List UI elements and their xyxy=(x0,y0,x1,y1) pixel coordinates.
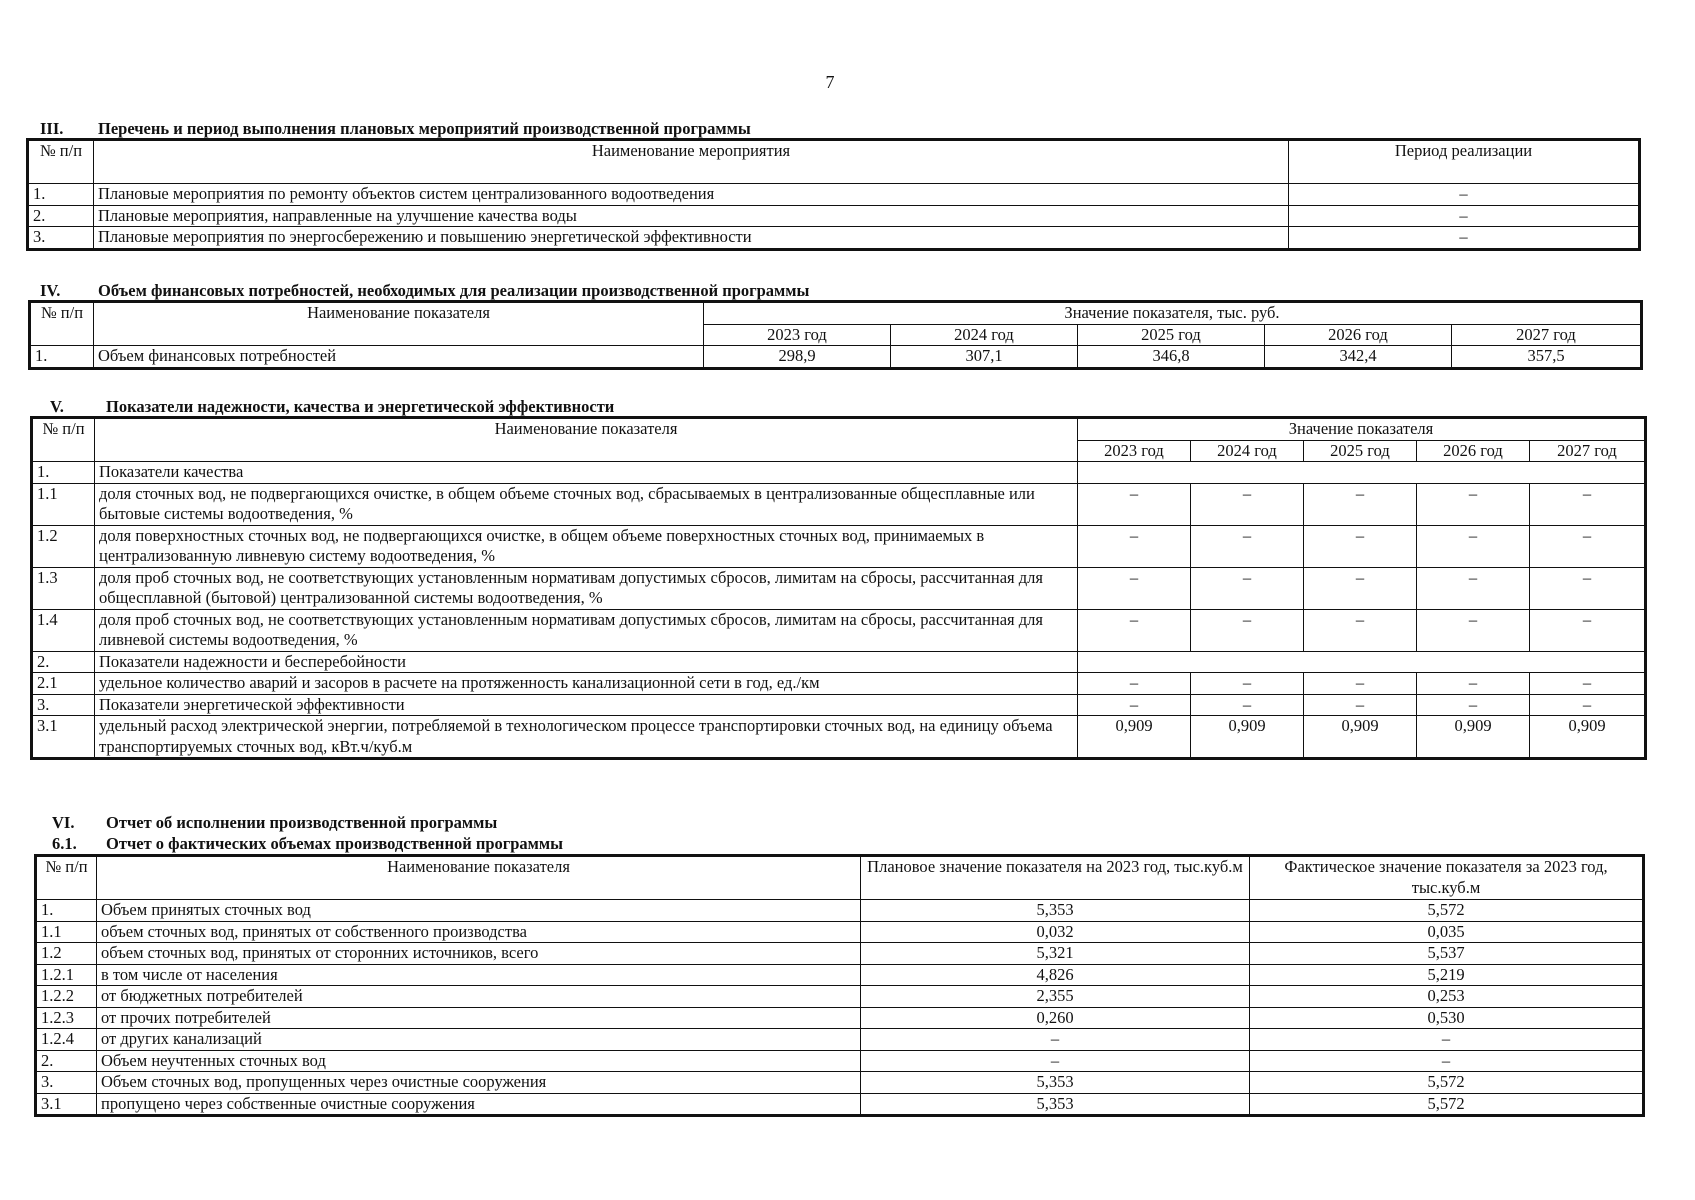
row-value: 298,9 xyxy=(704,346,891,368)
row-plan-value: – xyxy=(861,1029,1250,1051)
row-number: 1.2.1 xyxy=(37,964,97,986)
row-value: – xyxy=(1304,525,1417,567)
table-row xyxy=(29,227,1639,249)
section-4-number: IV. xyxy=(40,281,61,300)
row-name: удельный расход электрической энергии, потребляемой в технологическом процессе транспортировки сточных вод, на единицу объема транспортируемых сточных вод, кВт.ч/куб.м xyxy=(95,716,1078,758)
page-number: 7 xyxy=(825,72,835,92)
year-header: 2027 год xyxy=(1530,440,1645,462)
col-header-no: № п/п xyxy=(37,857,97,900)
row-name: Плановые мероприятия по энергосбережению и повышению энергетической эффективности xyxy=(94,227,1289,249)
row-value: – xyxy=(1530,483,1645,525)
table-row xyxy=(33,673,1645,695)
row-number: 1.2 xyxy=(33,525,95,567)
year-header: 2025 год xyxy=(1304,440,1417,462)
row-name: Показатели качества xyxy=(95,462,1078,484)
year-header: 2026 год xyxy=(1265,324,1452,346)
row-value: – xyxy=(1417,567,1530,609)
row-value: – xyxy=(1304,673,1417,695)
table-row xyxy=(33,483,1645,525)
row-plan-value: 0,260 xyxy=(861,1007,1250,1029)
row-number: 1.1 xyxy=(37,921,97,943)
row-value: – xyxy=(1530,525,1645,567)
row-plan-value: 5,353 xyxy=(861,1072,1250,1094)
section-5-heading xyxy=(50,397,614,417)
table-row xyxy=(37,986,1643,1008)
row-number: 2. xyxy=(37,1050,97,1072)
col-header-plan: Плановое значение показателя на 2023 год, тыс.куб.м xyxy=(861,857,1250,900)
col-header-name: Наименование показателя xyxy=(94,303,704,346)
row-number: 1. xyxy=(31,346,94,368)
row-value: 342,4 xyxy=(1265,346,1452,368)
section-5-title: Показатели надежности, качества и энергетической эффективности xyxy=(106,397,615,416)
row-number: 1. xyxy=(33,462,95,484)
table-row xyxy=(37,943,1643,965)
section-6-1-number: 6.1. xyxy=(52,834,77,853)
row-value: – xyxy=(1417,525,1530,567)
row-value: – xyxy=(1078,567,1191,609)
row-fact-value: 5,572 xyxy=(1250,1072,1643,1094)
row-name: Объем неучтенных сточных вод xyxy=(97,1050,861,1072)
year-header: 2023 год xyxy=(1078,440,1191,462)
row-fact-value: – xyxy=(1250,1050,1643,1072)
row-fact-value: – xyxy=(1250,1029,1643,1051)
row-value: – xyxy=(1304,483,1417,525)
row-value: – xyxy=(1078,673,1191,695)
row-fact-value: 5,537 xyxy=(1250,943,1643,965)
row-fact-value: 5,219 xyxy=(1250,964,1643,986)
row-number: 3. xyxy=(37,1072,97,1094)
row-value: 0,909 xyxy=(1191,716,1304,758)
row-plan-value: 0,032 xyxy=(861,921,1250,943)
col-header-name: Наименование показателя xyxy=(95,419,1078,462)
row-name: в том числе от населения xyxy=(97,964,861,986)
table-row xyxy=(37,1029,1643,1051)
section-6-title: Отчет об исполнении производственной программы xyxy=(106,813,498,832)
row-name: объем сточных вод, принятых от собственного производства xyxy=(97,921,861,943)
row-value: 346,8 xyxy=(1078,346,1265,368)
col-header-value: Значение показателя, тыс. руб. xyxy=(704,303,1641,325)
row-period: – xyxy=(1289,184,1639,206)
section-3-number: III. xyxy=(40,119,64,138)
row-plan-value: 2,355 xyxy=(861,986,1250,1008)
section-3-heading xyxy=(40,119,751,139)
table-row xyxy=(33,716,1645,758)
row-number: 2.1 xyxy=(33,673,95,695)
row-name: объем сточных вод, принятых от сторонних источников, всего xyxy=(97,943,861,965)
row-value: – xyxy=(1191,694,1304,716)
row-name: от бюджетных потребителей xyxy=(97,986,861,1008)
row-value: – xyxy=(1191,483,1304,525)
row-value: – xyxy=(1191,525,1304,567)
row-period: – xyxy=(1289,227,1639,249)
col-header-period: Период реализации xyxy=(1289,141,1639,184)
row-name: от других канализаций xyxy=(97,1029,861,1051)
row-value: – xyxy=(1530,567,1645,609)
year-header: 2024 год xyxy=(891,324,1078,346)
year-header: 2024 год xyxy=(1191,440,1304,462)
row-fact-value: 5,572 xyxy=(1250,900,1643,922)
section-6-heading xyxy=(52,813,497,833)
table-actual-volumes xyxy=(36,856,1643,1115)
table-row xyxy=(33,651,1645,673)
row-number: 2. xyxy=(33,651,95,673)
row-name: Объем принятых сточных вод xyxy=(97,900,861,922)
table-row xyxy=(33,525,1645,567)
row-number: 1.2.2 xyxy=(37,986,97,1008)
row-plan-value: 5,321 xyxy=(861,943,1250,965)
row-number: 3. xyxy=(29,227,94,249)
row-number: 1.4 xyxy=(33,609,95,651)
col-header-value: Значение показателя xyxy=(1078,419,1645,441)
row-value: – xyxy=(1191,567,1304,609)
section-5-number: V. xyxy=(50,397,64,416)
table-row xyxy=(37,1007,1643,1029)
col-header-name: Наименование мероприятия xyxy=(94,141,1289,184)
row-value: – xyxy=(1417,694,1530,716)
year-header: 2027 год xyxy=(1452,324,1641,346)
table-row xyxy=(37,964,1643,986)
row-number: 1.3 xyxy=(33,567,95,609)
row-name: доля проб сточных вод, не соответствующих установленным нормативам допустимых сбросов, лимитам на сбросы, рассчитанная для ливневой системы водоотведения, % xyxy=(95,609,1078,651)
table-financial-needs xyxy=(30,302,1641,368)
table-row xyxy=(37,1093,1643,1115)
col-header-fact: Фактическое значение показателя за 2023 год, тыс.куб.м xyxy=(1250,857,1643,900)
row-name: пропущено через собственные очистные сооружения xyxy=(97,1093,861,1115)
table-row xyxy=(37,1072,1643,1094)
row-value: – xyxy=(1078,694,1191,716)
row-value: 307,1 xyxy=(891,346,1078,368)
table-row xyxy=(29,205,1639,227)
row-number: 1. xyxy=(37,900,97,922)
section-4-title: Объем финансовых потребностей, необходимых для реализации производственной программы xyxy=(98,281,810,300)
table-row xyxy=(37,921,1643,943)
row-value: – xyxy=(1078,483,1191,525)
section-4-heading xyxy=(40,281,809,301)
table-quality-indicators xyxy=(32,418,1645,758)
row-value: – xyxy=(1078,525,1191,567)
row-name: от прочих потребителей xyxy=(97,1007,861,1029)
row-value: – xyxy=(1417,483,1530,525)
section-6-1-title: Отчет о фактических объемах производственной программы xyxy=(106,834,564,853)
section-6-1-heading xyxy=(52,834,563,854)
row-value: – xyxy=(1530,609,1645,651)
section-3-title: Перечень и период выполнения плановых мероприятий производственной программы xyxy=(98,119,751,138)
row-name: доля сточных вод, не подвергающихся очистке, в общем объеме сточных вод, сбрасываемых в централизованные общесплавные или бытовые системы водоотведения, % xyxy=(95,483,1078,525)
row-value: – xyxy=(1304,567,1417,609)
row-plan-value: 4,826 xyxy=(861,964,1250,986)
col-header-no: № п/п xyxy=(31,303,94,346)
table-row xyxy=(33,609,1645,651)
row-fact-value: 0,035 xyxy=(1250,921,1643,943)
row-value: – xyxy=(1191,673,1304,695)
row-value: – xyxy=(1078,609,1191,651)
section-6-number: VI. xyxy=(52,813,75,832)
row-fact-value: 0,530 xyxy=(1250,1007,1643,1029)
row-fact-value: 5,572 xyxy=(1250,1093,1643,1115)
row-value: 0,909 xyxy=(1078,716,1191,758)
row-number: 1.2.3 xyxy=(37,1007,97,1029)
row-period: – xyxy=(1289,205,1639,227)
row-fact-value: 0,253 xyxy=(1250,986,1643,1008)
year-header: 2025 год xyxy=(1078,324,1265,346)
table-row xyxy=(33,567,1645,609)
row-value: – xyxy=(1304,609,1417,651)
row-value: – xyxy=(1417,673,1530,695)
row-name: Объем сточных вод, пропущенных через очистные сооружения xyxy=(97,1072,861,1094)
year-header: 2023 год xyxy=(704,324,891,346)
row-number: 1.1 xyxy=(33,483,95,525)
table-row xyxy=(31,346,1641,368)
row-name: Показатели энергетической эффективности xyxy=(95,694,1078,716)
table-row xyxy=(33,462,1645,484)
row-plan-value: 5,353 xyxy=(861,900,1250,922)
table-row xyxy=(33,694,1645,716)
row-name: Плановые мероприятия по ремонту объектов систем централизованного водоотведения xyxy=(94,184,1289,206)
row-value: – xyxy=(1530,673,1645,695)
row-number: 3.1 xyxy=(33,716,95,758)
row-name: Объем финансовых потребностей xyxy=(94,346,704,368)
table-row xyxy=(37,900,1643,922)
row-value: 357,5 xyxy=(1452,346,1641,368)
row-value: – xyxy=(1191,609,1304,651)
row-value: – xyxy=(1304,694,1417,716)
empty-value-cell xyxy=(1078,462,1645,484)
row-name: доля проб сточных вод, не соответствующих установленным нормативам допустимых сбросов, лимитам на сбросы, рассчитанная для общесплавной (бытовой) централизованной системы водоотведения, % xyxy=(95,567,1078,609)
table-row xyxy=(37,1050,1643,1072)
row-name: удельное количество аварий и засоров в расчете на протяженность канализационной сети в год, ед./км xyxy=(95,673,1078,695)
row-number: 1.2 xyxy=(37,943,97,965)
table-activities xyxy=(28,140,1639,249)
table-row xyxy=(29,184,1639,206)
row-value: – xyxy=(1530,694,1645,716)
row-value: – xyxy=(1417,609,1530,651)
row-value: 0,909 xyxy=(1417,716,1530,758)
row-name: Показатели надежности и бесперебойности xyxy=(95,651,1078,673)
row-plan-value: 5,353 xyxy=(861,1093,1250,1115)
row-plan-value: – xyxy=(861,1050,1250,1072)
col-header-no: № п/п xyxy=(33,419,95,462)
row-number: 3. xyxy=(33,694,95,716)
row-name: доля поверхностных сточных вод, не подвергающихся очистке, в общем объеме поверхностных сточных вод, принимаемых в централизованную ливневую систему водоотведения, % xyxy=(95,525,1078,567)
empty-value-cell xyxy=(1078,651,1645,673)
year-header: 2026 год xyxy=(1417,440,1530,462)
row-number: 2. xyxy=(29,205,94,227)
col-header-no: № п/п xyxy=(29,141,94,184)
row-number: 3.1 xyxy=(37,1093,97,1115)
row-number: 1.2.4 xyxy=(37,1029,97,1051)
row-number: 1. xyxy=(29,184,94,206)
row-value: 0,909 xyxy=(1304,716,1417,758)
col-header-name: Наименование показателя xyxy=(97,857,861,900)
row-value: 0,909 xyxy=(1530,716,1645,758)
row-name: Плановые мероприятия, направленные на улучшение качества воды xyxy=(94,205,1289,227)
